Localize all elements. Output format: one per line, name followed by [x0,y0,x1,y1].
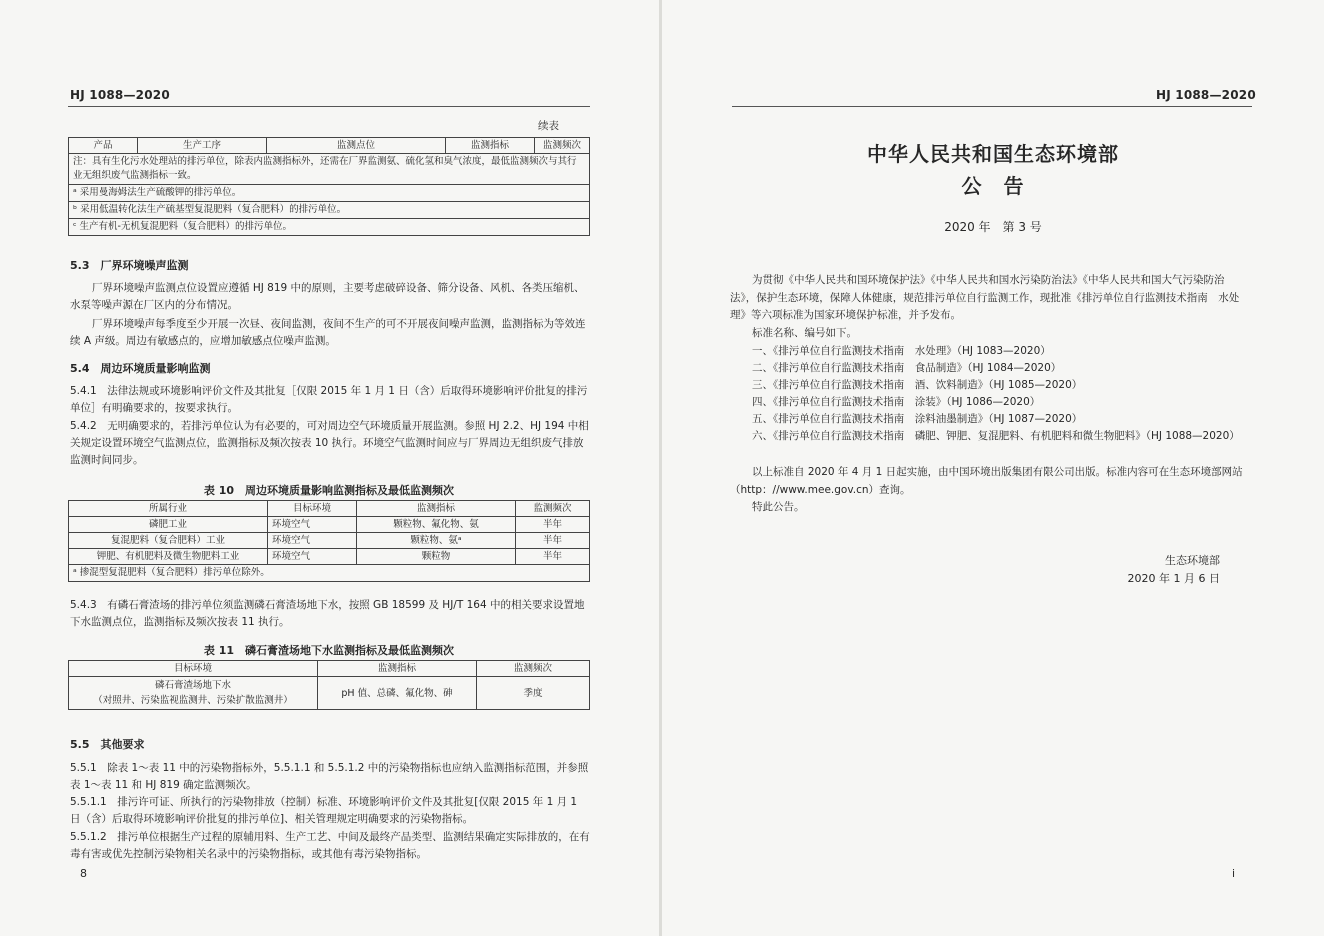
section-5-5-title: 5.5 其他要求 [70,738,145,751]
table-row [69,677,590,710]
table-cell: 钾肥、有机肥料及微生物肥料工业 [69,549,268,565]
notice-date: 2020 年 1 月 6 日 [1127,572,1220,585]
notice-intro: 为贯彻《中华人民共和国环境保护法》《中华人民共和国水污染防治法》《中华人民共和国大气污染防治法》，保护生态环境，保障人体健康，规范排污单位自行监测工作，现批准《排污单位自行监测技术指南 水处理》等六项标准为国家环境保护标准，并予发布。 [730,274,1240,321]
list-item: 四、《排污单位自行监测技术指南 涂装》（HJ 1086—2020） [752,396,1041,408]
col-header: 监测指标 [446,138,535,154]
table-cell: 磷肥工业 [69,517,268,533]
section-5-4-2: 5.4.2 无明确要求的，若排污单位认为有必要的，可对周边空气环境质量开展监测。参照 HJ 2.2、HJ 194 中相关规定设置环境空气监测点位，监测指标及频次按表 10 执行。环境空气监测时间应与厂界周边无组织废气排放监测时间同步。 [70,420,589,466]
notice-title: 公 告 [961,174,1025,198]
continued-label: 续表 [538,120,559,132]
section-5-3-para-1: 厂界环境噪声监测点位设置应遵循 HJ 819 中的原则，主要考虑破碎设备、筛分设备、风机、各类压缩机、水泵等噪声源在厂区内的分布情况。 [70,282,585,311]
table-cell: 季度 [477,677,590,710]
signer: 生态环境部 [1165,554,1220,567]
section-5-4-3: 5.4.3 有磷石膏渣场的排污单位须监测磷石膏渣场地下水，按照 GB 18599 及 HJ/T 164 中的相关要求设置地下水监测点位，监测指标及频次按表 11 执行。 [70,599,585,628]
table-cell: 环境空气 [268,549,357,565]
right-page [662,0,1324,936]
list-item: 六、《排污单位自行监测技术指南 磷肥、钾肥、复混肥料、有机肥料和微生物肥料》（HJ 1088—2020） [752,430,1240,442]
col-header: 监测点位 [267,138,446,154]
table-header-row [69,138,590,154]
col-header: 生产工序 [138,138,267,154]
table-footnote: ᵃ 掺混型复混肥料（复合肥料）排污单位除外。 [69,565,590,582]
env-line-1: 磷石膏渣场地下水 [154,680,231,691]
table-10 [68,500,590,582]
col-header: 目标环境 [268,501,357,517]
section-5-3-para-2: 厂界环境噪声每季度至少开展一次昼、夜间监测，夜间不生产的可不开展夜间噪声监测，监测指标为等效连续 A 声级。周边有敏感点的，应增加敏感点位噪声监测。 [70,318,586,347]
effective-statement: 以上标准自 2020 年 4 月 1 日起实施，由中国环境出版集团有限公司出版。标准内容可在生态环境部网站（http：//www.mee.gov.cn）查询。 [730,466,1243,496]
table-row [69,549,590,565]
section-5-4-title: 5.4 周边环境质量影响监测 [70,362,211,375]
env-line-2: （对照井、污染监视监测井、污染扩散监测井） [93,695,293,706]
header-code: HJ 1088—2020 [1156,88,1256,102]
table-cell: 颗粒物、氨ᵃ [357,533,516,549]
list-item: 五、《排污单位自行监测技术指南 涂料油墨制造》（HJ 1087—2020） [752,413,1083,425]
notice-authority-title: 中华人民共和国生态环境部 [867,142,1119,166]
section-5-5-1-2: 5.5.1.2 排污单位根据生产过程的原辅用料、生产工艺、中间及最终产品类型、监测结果确定实际排放的，在有毒有害或优先控制污染物相关名录中的污染物指标，或其他有毒污染物指标。 [70,831,590,860]
notice-issue: 2020 年 第 3 号 [944,220,1042,234]
table-11 [68,660,590,710]
table-cell: pH 值、总磷、氟化物、砷 [318,677,477,710]
section-5-5-1: 5.5.1 除表 1～表 11 中的污染物指标外，5.5.1.1 和 5.5.1.2 中的污染物指标也应纳入监测指标范围，并参照表 1～表 11 和 HJ 819 确定监测频次。 [70,762,589,791]
header-rule [68,106,590,107]
table-cell: 颗粒物 [357,549,516,565]
col-header: 目标环境 [69,661,318,677]
table-cell: 半年 [516,533,590,549]
target-env-cell [69,677,318,710]
col-header: 产品 [69,138,138,154]
table-10-caption: 表 10 周边环境质量影响监测指标及最低监测频次 [203,484,455,497]
table-footnote: ᵃ 采用曼海姆法生产硫酸钾的排污单位。 [69,185,590,202]
table-footnote: ᶜ 生产有机-无机复混肥料（复合肥料）的排污单位。 [69,219,590,236]
table-note: 注：具有生化污水处理站的排污单位，除表内监测指标外，还需在厂界监测氨、硫化氢和臭气浓度，最低监测频次与其行业无组织废气监测指标一致。 [69,154,590,185]
table-cell: 半年 [516,549,590,565]
table-cell: 复混肥料（复合肥料）工业 [69,533,268,549]
list-item: 三、《排污单位自行监测技术指南 酒、饮料制造》（HJ 1085—2020） [752,379,1083,391]
col-header: 监测指标 [357,501,516,517]
table-cell: 半年 [516,517,590,533]
table-cell: 环境空气 [268,517,357,533]
list-item: 二、《排污单位自行监测技术指南 食品制造》（HJ 1084—2020） [752,362,1062,374]
col-header: 监测频次 [516,501,590,517]
col-header: 监测频次 [535,138,590,154]
section-5-3-title: 5.3 厂界环境噪声监测 [70,259,189,272]
section-5-4-1: 5.4.1 法律法规或环境影响评价文件及其批复［仅限 2015 年 1 月 1 日（含）后取得环境影响评价批复的排污单位］有明确要求的，按要求执行。 [70,385,588,414]
table-cell: 环境空气 [268,533,357,549]
col-header: 监测指标 [318,661,477,677]
left-page [0,0,660,936]
table-cell: 颗粒物、氟化物、氨 [357,517,516,533]
col-header: 监测频次 [477,661,590,677]
table-row [69,533,590,549]
section-5-5-1-1: 5.5.1.1 排污许可证、所执行的污染物排放（控制）标准、环境影响评价文件及其批复[仅限 2015 年 1 月 1 日（含）后取得环境影响评价批复的排污单位]、相关管理规定明确要求的污染物指标。 [70,796,578,825]
list-intro: 标准名称、编号如下。 [752,327,857,339]
continued-table [68,137,590,236]
page-number: i [1232,867,1236,880]
col-header: 所属行业 [69,501,268,517]
table-footnote: ᵇ 采用低温转化法生产硫基型复混肥料（复合肥料）的排污单位。 [69,202,590,219]
header-rule [732,106,1252,107]
page-number: 8 [80,867,87,880]
closing-line: 特此公告。 [752,501,805,513]
list-item: 一、《排污单位自行监测技术指南 水处理》（HJ 1083—2020） [752,345,1051,357]
table-11-caption: 表 11 磷石膏渣场地下水监测指标及最低监测频次 [203,644,455,657]
table-row [69,517,590,533]
header-code: HJ 1088—2020 [70,88,170,102]
